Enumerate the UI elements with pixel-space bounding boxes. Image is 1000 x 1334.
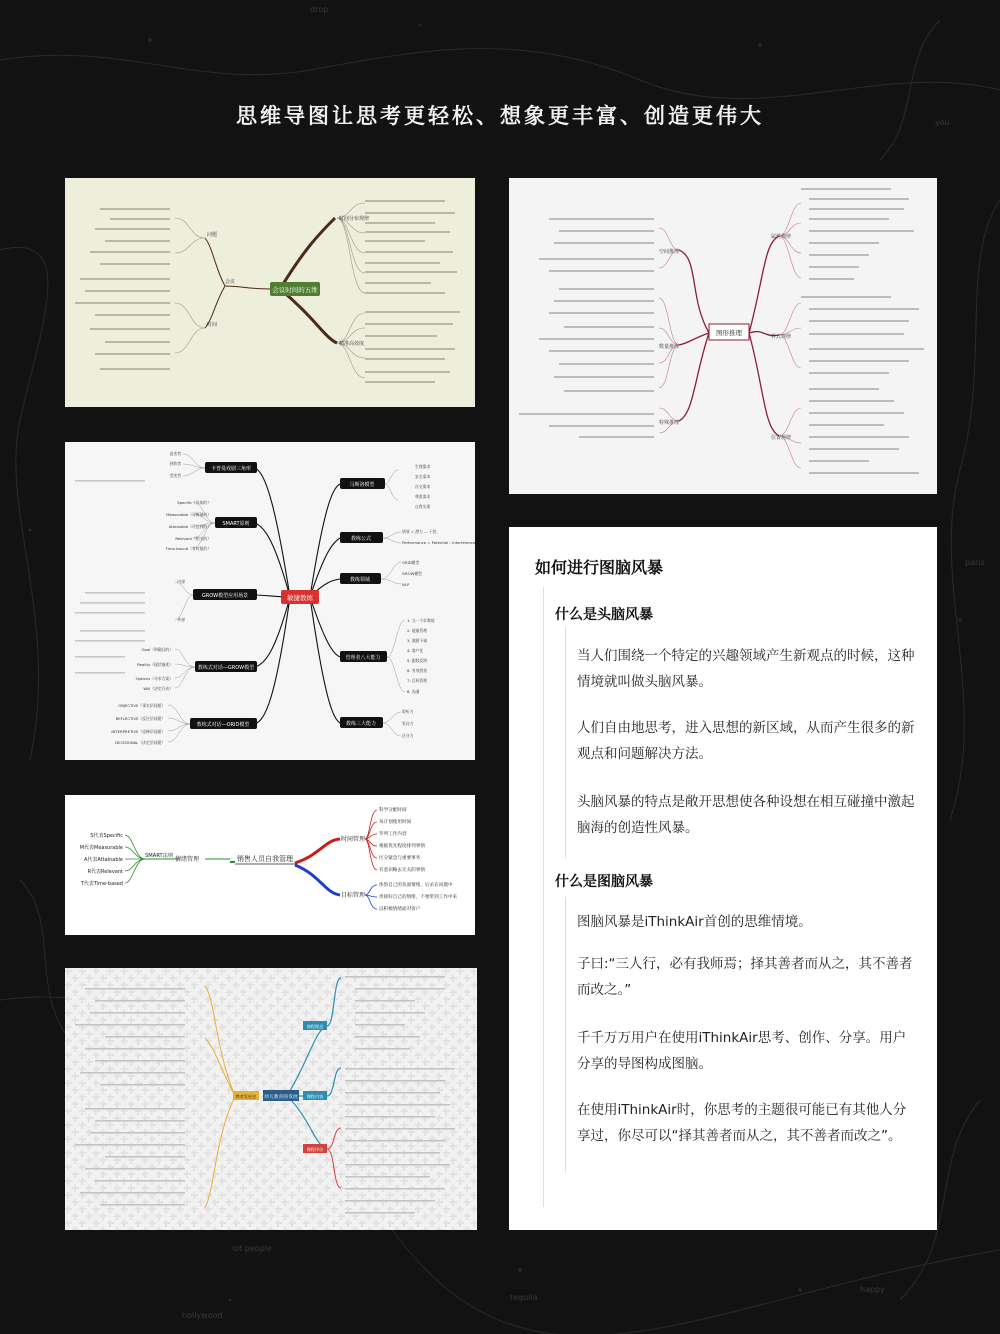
mindmap3-leaf: 迫害者 [169, 451, 181, 456]
mindmap3-leaf: Performance = Potential - Interference [402, 540, 475, 545]
mindmap3-leaf: 社交需求 [415, 484, 431, 489]
mindmap3-leaf: 生理需求 [415, 464, 431, 469]
mindmap2-right-node-3: 位置规律 [771, 435, 792, 441]
mindmap3-left-node-2: SMART原则 [222, 521, 250, 527]
mindmap4-time-item: 罗列工作内容 [379, 832, 407, 837]
mindmap3-leaf: Specific（具体的） [177, 500, 211, 505]
mindmap5-left-node: 教育发展史 [235, 1094, 257, 1099]
mindmap3-leaf: INTERPRETIVE（诠释层问题） [111, 729, 165, 734]
bg-label-paris: paris [965, 558, 985, 567]
paragraph: 在使用iThinkAir时，你思考的主题很可能已有其他人分享过，你尽可以“择其善者而从之，其不善者而改之”。 [577, 1102, 907, 1144]
mindmap3-leaf: ORID模型 [402, 560, 420, 565]
mindmap1-left-node-3: 时间 [207, 322, 218, 328]
mindmap4-smart-item: A代表Attainable [84, 857, 123, 863]
mindmap2-right-node-1: 属性规律 [771, 234, 792, 240]
mindmap2-left-node-2: 数量推理 [659, 344, 680, 350]
section-heading-brainstorm: 什么是头脑风暴 [555, 607, 653, 623]
bg-label-happy: happy [860, 1285, 885, 1294]
mindmap4-time-item: 有意识略去无关的事情 [379, 868, 425, 873]
mindmap3-leaf: 6. 有效授权 [407, 668, 428, 673]
mindmap3-right-node-2: 教练公式 [350, 536, 372, 542]
mindmap3-leaf: 拯救者 [169, 461, 181, 466]
mindmap3-leaf: Options（寻求方案） [135, 676, 173, 681]
page-title: 思维导图让思考更轻松、想象更丰富、创造更伟大 [236, 103, 764, 128]
mindmap-card-graphic-reasoning[interactable] [509, 178, 937, 494]
bg-label-lot-people: lot people [232, 1244, 272, 1253]
bg-label-drop: drop [310, 5, 329, 14]
mindmap5-center: 幼儿教育的发展 [264, 1095, 298, 1100]
mindmap3-right-node-4: 管理者八大能力 [345, 655, 381, 661]
mindmap3-leaf: Reality（现状描述） [137, 662, 173, 667]
mindmap3-leaf: Attainable（可达到的） [168, 524, 211, 529]
mindmap5-right-node-3: 课程评价 [306, 1147, 324, 1152]
outline-line [565, 897, 566, 1172]
mindmap4-time-item: 每计划使用时间 [379, 820, 412, 825]
article-card[interactable] [509, 527, 937, 1230]
mindmap4-goal-item: 体察自己的负面情绪，后杀在问题中 [379, 883, 453, 888]
mindmap3-leaf: Will（决定行动） [143, 686, 173, 691]
mindmap1-right-node-1: 时间分布规律 [339, 216, 370, 222]
bg-label-tequila: tequila [510, 1293, 538, 1302]
paragraph: 人们自由地思考，进入思想的新区域，从而产生很多的新观点和问题解决方法。 [577, 720, 915, 762]
mindmap3-center: 敏捷教练 [287, 594, 313, 602]
mindmap1-left-node-1: 会议 [225, 279, 236, 285]
mindmap2-left-node-3: 特殊推理 [659, 420, 680, 426]
mindmap3-leaf: 区分力 [402, 733, 414, 738]
mindmap-card-preschool-education[interactable] [65, 968, 477, 1230]
bg-label-hollywood: hollywood [182, 1311, 223, 1320]
section-heading-mapstorm: 什么是图脑风暴 [555, 874, 653, 890]
outline-line [543, 587, 544, 1207]
mindmap3-left-node-5: 教练式对话—ORID模型 [196, 722, 250, 728]
mindmap2-left-node-1: 空间推理 [659, 249, 680, 255]
mindmap5-right-node-2: 课程内容 [306, 1094, 324, 1099]
mindmap-card-meeting[interactable] [65, 178, 475, 407]
mindmap4-smart-label: SMART法则 [145, 853, 174, 859]
mindmap3-leaf: GROW模型 [402, 571, 422, 576]
mindmap4-smart-item: R代表Relevant [87, 869, 123, 875]
mindmap3-leaf: 8. 沟通 [407, 689, 420, 694]
mindmap3-leaf: 1. 当一个好教练 [407, 618, 435, 623]
mindmap-card-agile-coach[interactable] [65, 442, 475, 760]
paragraph: 图脑风暴是iThinkAir首创的思维情境。 [577, 914, 812, 930]
mindmap1-left-node-2: 问题 [207, 232, 218, 238]
mindmap3-leaf: OBJECTIVE（事实层问题） [118, 703, 165, 708]
mindmap3-leaf: Measurable（可衡量的） [166, 512, 211, 517]
mindmap3-leaf: 绩效 = 潜力 — 干扰 [402, 529, 437, 534]
mindmap2-right-node-2: 样式规律 [771, 334, 792, 340]
paragraph: 千千万万用户在使用iThinkAir思考、创作、分享。用户分享的导图构成图脑。 [577, 1030, 907, 1072]
mindmap1-center: 会议时间的五维 [272, 286, 318, 294]
mindmap5-right-node-1: 课程理念 [306, 1024, 324, 1029]
mindmap3-leaf: 7. 目标管理 [407, 678, 428, 683]
mindmap-card-sales-management[interactable] [65, 795, 475, 935]
mindmap3-leaf: Relevant（相关的） [175, 536, 211, 541]
mindmap3-leaf: 外部 [177, 617, 185, 622]
mindmap4-smart-item: S代表Specific [90, 833, 123, 839]
mindmap4-smart-item: M代表Measurable [79, 845, 123, 851]
mindmap3-right-node-3: 教练领域 [349, 577, 371, 583]
mindmap4-time-item: 科学分配时间 [379, 808, 407, 813]
paragraph: 头脑风暴的特点是敞开思想使各种设想在相互碰撞中激起脑海的创造性风暴。 [577, 794, 915, 836]
mindmap4-goal-node: 目标管理 [341, 892, 366, 899]
mindmap4-goal-item: 以积极情绪面对客户 [379, 907, 421, 912]
mindmap3-leaf: 自我实现 [415, 504, 431, 509]
mindmap3-leaf: 2. 能量管理 [407, 628, 428, 633]
mindmap4-time-item: 区分紧急与重要事务 [379, 856, 421, 861]
mindmap3-right-node-1: 马斯洛模型 [349, 482, 375, 488]
mindmap4-time-node: 时间管理 [341, 836, 366, 843]
mindmap3-leaf: REFLECTIVE（反应层问题） [115, 716, 165, 721]
mindmap3-leaf: DECISIONAL（决定层问题） [115, 740, 165, 745]
mindmap4-left-node: 情绪管理 [175, 856, 200, 863]
bg-label-you: you [935, 118, 950, 127]
mindmap2-center: 图形推理 [716, 329, 742, 337]
mindmap3-leaf: 尊重需求 [415, 494, 431, 499]
mindmap4-smart-item: T代表Time-based [80, 881, 123, 887]
mindmap3-left-node-1: 卡普曼戏剧三角形 [210, 466, 252, 472]
mindmap3-leaf: 3. 激励下属 [407, 638, 428, 643]
mindmap4-goal-item: 坦接好自己的情绪，不要带到工作中来 [379, 895, 458, 900]
mindmap3-right-node-5: 教练三大能力 [345, 721, 377, 727]
mindmap4-center: 销售人员自我管理 [237, 855, 293, 863]
paragraph: 当人们围绕一个特定的兴趣领域产生新观点的时候，这种情境就叫做头脑风暴。 [577, 648, 915, 690]
mindmap3-leaf: 4. 客户化 [407, 648, 424, 653]
mindmap3-leaf: 受害者 [169, 473, 181, 478]
mindmap3-leaf: 安全需求 [415, 474, 431, 479]
mindmap1-right-node-2: 精准高效度 [339, 341, 365, 347]
mindmap3-leaf: 5. 跟踪反馈 [407, 658, 428, 663]
mindmap3-left-node-4: 教练式对话—GROW模型 [197, 665, 255, 671]
mindmap3-leaf: 内部 [177, 579, 185, 584]
mindmap3-leaf: 发问力 [402, 721, 414, 726]
article-title: 如何进行图脑风暴 [535, 558, 664, 577]
outline-line [565, 627, 566, 859]
mindmap3-leaf: NLP [402, 582, 410, 587]
mindmap3-leaf: 聆听力 [402, 709, 414, 714]
mindmap4-time-item: 根据优先程度排列事情 [379, 844, 425, 849]
mindmap3-left-node-3: GROW模型应用场景 [201, 593, 249, 599]
mindmap3-leaf: Goal（明确目的） [141, 647, 173, 652]
paragraph: 子曰:“三人行，必有我师焉；择其善者而从之，其不善者而改之。” [577, 956, 913, 998]
mindmap3-leaf: Time-bound（有时限的） [165, 546, 211, 551]
